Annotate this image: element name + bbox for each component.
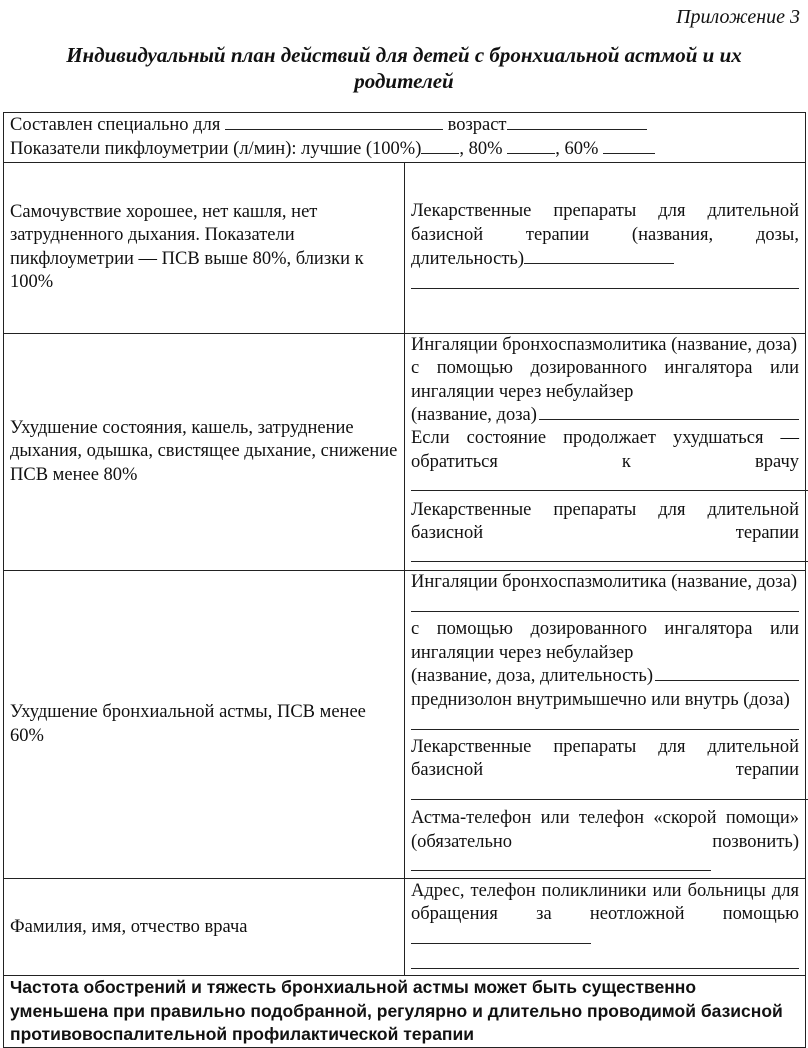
z2-p4: Если состояние продолжает ухудшаться — обратиться к врачу (411, 428, 799, 472)
doctor-name-label: Фамилия, имя, отчество врача (4, 879, 405, 976)
z2-p4-blank[interactable] (411, 474, 808, 491)
title-line-1: Индивидуальный план действий для детей с бронхиальной астмой и их (66, 43, 742, 67)
z2-p5: Лекарственные препараты для длительной базисной терапии (411, 499, 799, 544)
z3-p4-blank[interactable] (411, 712, 799, 730)
z3-p5-blank[interactable] (411, 783, 808, 800)
zone-row-severe (4, 570, 806, 878)
zone-good-blank[interactable] (524, 247, 674, 264)
pct80-label: , 80% (459, 139, 503, 160)
action-plan-table (3, 112, 806, 1048)
zone-good-text: Лекарственные препараты для длительной базисной терапии (названия, дозы, длительность) (411, 201, 799, 270)
zone-severe-condition: Ухудшение бронхиальной астмы, ПСВ менее 60% (4, 570, 405, 878)
z3-p5: Лекарственные препараты для длительной базисной терапии (411, 736, 799, 781)
z3-p2: с помощью дозированного ингалятора или ингаляции через небулайзер (411, 619, 799, 663)
z2-p2: с помощью дозированного ингалятора или ингаляции через небулайзер (411, 358, 799, 402)
z3-p6: Астма-телефон или телефон «скорой помощи» (обязательно позвонить) (411, 808, 799, 852)
zone-row-worsening (4, 333, 806, 570)
best-blank[interactable] (421, 137, 459, 154)
z2-p5-blank[interactable] (411, 545, 808, 562)
z2-p3-blank[interactable] (539, 405, 799, 420)
page-title (0, 42, 808, 94)
age-blank[interactable] (507, 113, 647, 130)
zone-worsening-condition: Ухудшение состояния, кашель, затруднение дыхания, одышка, свистящее дыхание, снижение ПСВ менее 80% (4, 333, 405, 570)
title-line-2: родителей (354, 69, 454, 93)
zone-row-good (4, 162, 806, 333)
appendix-label: Приложение 3 (676, 6, 800, 28)
doctor-contact-blank-line[interactable] (411, 951, 799, 969)
pct80-blank[interactable] (507, 137, 555, 154)
doctor-contact-cell (405, 879, 806, 976)
zone-worsening-actions (405, 333, 806, 570)
doctor-row (4, 879, 806, 976)
z3-p3-blank[interactable] (655, 666, 799, 681)
doctor-contact-text: Адрес, телефон поликлиники или больницы для обращения за неотложной помощью (411, 880, 799, 925)
note-row (4, 976, 806, 1047)
z3-p6-blank[interactable] (411, 854, 711, 871)
age-label: возраст (447, 115, 507, 135)
header-cell (4, 113, 806, 163)
z2-p3: (название, доза) (411, 405, 537, 426)
z2-p3-row (411, 404, 799, 427)
footer-note: Частота обострений и тяжесть бронхиальной астмы может быть существенно уменьшена при правильно подобранной, регулярно и длительно проводимой базисной противовоспалительной профилактической терапии (4, 976, 806, 1047)
zone-good-actions (405, 162, 806, 333)
doctor-contact-blank[interactable] (411, 927, 591, 944)
z3-p3-row (411, 665, 799, 688)
compiled-for-label: Составлен специально для (10, 115, 221, 135)
z3-p4: преднизолон внутримышечно или внутрь (доза) (411, 689, 790, 710)
peakflow-line (10, 137, 799, 161)
zone-severe-actions (405, 570, 806, 878)
name-blank[interactable] (225, 113, 443, 130)
pct60-blank[interactable] (603, 137, 655, 154)
peakflow-label: Показатели пикфлоуметрии (л/мин): лучшие (100%) (10, 139, 422, 160)
compiled-for-line (10, 113, 799, 137)
z3-p1: Ингаляции бронхоспазмолитика (название, доза) (411, 571, 797, 592)
zone-good-blank-line[interactable] (411, 271, 799, 289)
zone-good-condition: Самочувствие хорошее, нет кашля, нет затрудненного дыхания. Показатели пикфлоуметрии — ПСВ выше 80%, близки к 100% (4, 162, 405, 333)
z3-p1-blank[interactable] (411, 594, 799, 612)
pct60-label: , 60% (555, 139, 599, 160)
z2-p1: Ингаляции бронхоспазмолитика (название, доза) (411, 334, 797, 355)
z3-p3: (название, доза, длительность) (411, 666, 653, 687)
header-row (4, 113, 806, 163)
